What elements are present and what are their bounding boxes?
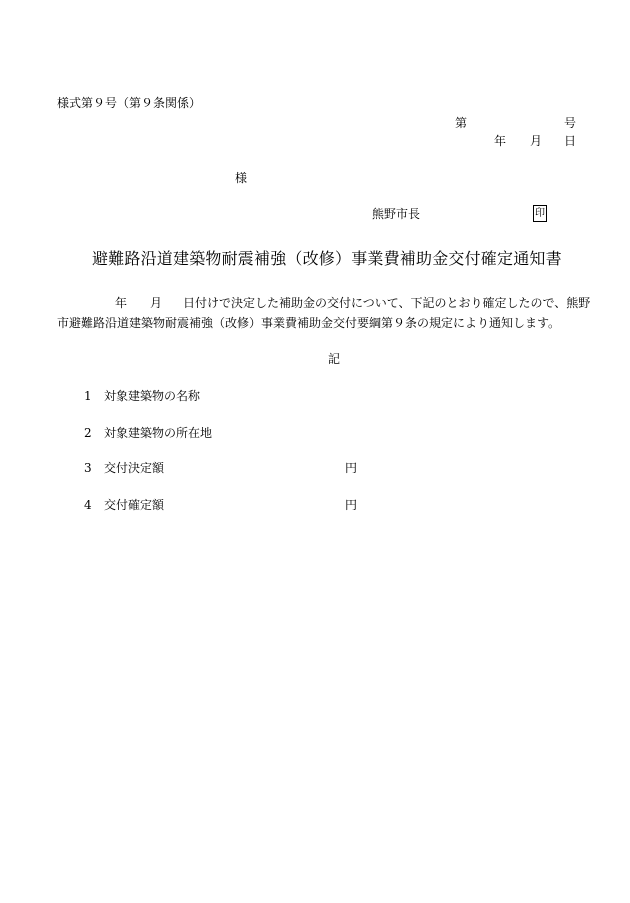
date-day-label: 日 bbox=[564, 134, 577, 148]
doc-number-suffix: 号 bbox=[564, 116, 577, 130]
item-number: 2 bbox=[84, 426, 92, 440]
item-number: 4 bbox=[84, 498, 92, 512]
item-label: 交付確定額 bbox=[104, 498, 165, 512]
date-year-label: 年 bbox=[494, 134, 507, 148]
ki-heading: 記 bbox=[328, 352, 341, 366]
date-month-label: 月 bbox=[530, 134, 543, 148]
item-label: 対象建築物の所在地 bbox=[104, 426, 213, 440]
item-label: 交付決定額 bbox=[104, 461, 165, 475]
issuer-name: 熊野市長 bbox=[372, 207, 421, 221]
item-unit: 円 bbox=[345, 461, 358, 475]
body-text-line1: 日付けで決定した補助金の交付について、下記のとおり確定したので、熊野 bbox=[183, 296, 591, 310]
body-month-label: 月 bbox=[150, 296, 163, 310]
form-number: 様式第９号（第９条関係） bbox=[57, 96, 202, 110]
body-year-label: 年 bbox=[115, 296, 128, 310]
seal-mark: 印 bbox=[533, 205, 547, 222]
doc-number-prefix: 第 bbox=[455, 116, 468, 130]
body-text-line2: 市避難路沿道建築物耐震補強（改修）事業費補助金交付要綱第９条の規定により通知します。 bbox=[57, 316, 561, 330]
addressee-suffix: 様 bbox=[235, 171, 248, 185]
document-title: 避難路沿道建築物耐震補強（改修）事業費補助金交付確定通知書 bbox=[92, 249, 562, 268]
item-number: 3 bbox=[84, 461, 92, 475]
item-unit: 円 bbox=[345, 498, 358, 512]
item-label: 対象建築物の名称 bbox=[104, 389, 201, 403]
item-number: 1 bbox=[84, 389, 92, 403]
